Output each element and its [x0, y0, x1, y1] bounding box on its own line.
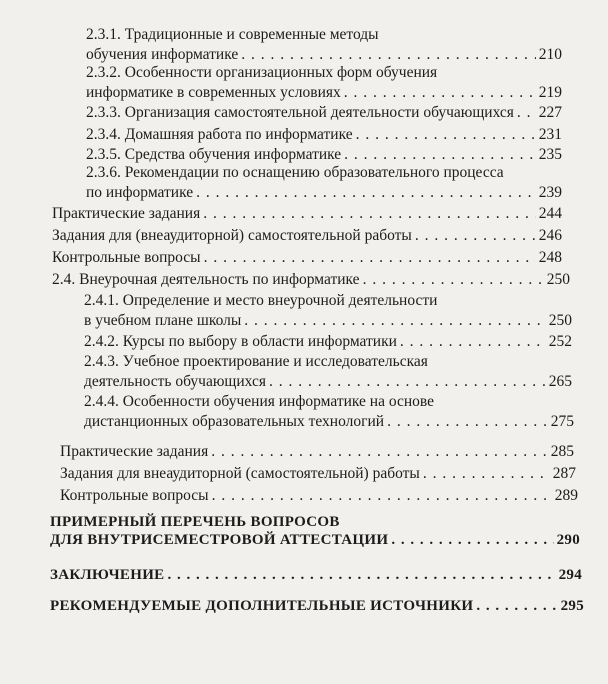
toc-page-number: 275 — [550, 413, 574, 430]
toc-page-number: 248 — [538, 249, 562, 266]
dot-leader — [363, 271, 544, 289]
toc-entry-title: ДЛЯ ВНУТРИСЕМЕСТРОВОЙ АТТЕСТАЦИИ — [50, 532, 389, 548]
toc-entry-title: обучения информатике — [86, 46, 239, 63]
dot-leader — [244, 312, 545, 330]
dot-leader — [387, 413, 548, 431]
toc-entry-title-line: 2.3.6. Рекомендации по оснащению образовательного процесса — [86, 164, 504, 181]
toc-page-number: 210 — [538, 46, 562, 63]
toc-entry-title: 2.4. Внеурочная деятельность по информатике — [52, 271, 360, 288]
toc-page-number: 294 — [558, 567, 582, 583]
toc-entry-title: Задания для внеаудиторной (самостоятельной) работы — [60, 465, 420, 482]
toc-entry[interactable] — [60, 443, 574, 461]
toc-entry-title: дистанционных образовательных технологий — [84, 413, 385, 430]
toc-page-number: 285 — [550, 443, 574, 460]
toc-entry-title: по информатике — [86, 184, 194, 201]
toc-page-number: 239 — [538, 184, 562, 201]
dot-leader — [196, 184, 536, 202]
toc-page-number: 290 — [556, 532, 580, 548]
toc-entry[interactable] — [86, 104, 562, 122]
toc-entry-title: Контрольные вопросы — [52, 249, 201, 266]
toc-entry[interactable] — [86, 126, 562, 144]
dot-leader — [415, 227, 536, 245]
toc-entry[interactable] — [60, 487, 578, 505]
toc-entry-title: 2.4.2. Курсы по выбору в области информатики — [84, 333, 397, 350]
toc-entry-title: информатике в современных условиях — [86, 84, 341, 101]
dot-leader — [211, 443, 548, 461]
toc-page-number: 289 — [554, 487, 578, 504]
toc-entry-title: 2.3.3. Организация самостоятельной деятельности обучающихся — [86, 104, 514, 121]
toc-entry-title-line: 2.4.1. Определение и место внеурочной деятельности — [84, 292, 438, 309]
toc-entry-title-line: 2.3.2. Особенности организационных форм обучения — [86, 64, 438, 81]
toc-page-number: 250 — [548, 312, 572, 329]
toc-entry[interactable] — [84, 333, 572, 351]
toc-entry-title: Практические задания — [60, 443, 209, 460]
toc-page-number: 231 — [538, 126, 562, 143]
dot-leader — [400, 333, 546, 351]
toc-page-number: 295 — [560, 598, 584, 614]
toc-entry-title: 2.3.5. Средства обучения информатике — [86, 146, 342, 163]
toc-entry[interactable] — [84, 413, 574, 431]
toc-entry[interactable] — [50, 532, 580, 549]
toc-entry-title: в учебном плане школы — [84, 312, 242, 329]
toc-page-number: 265 — [548, 373, 572, 390]
toc-entry[interactable] — [52, 227, 562, 245]
dot-leader — [476, 598, 557, 615]
toc-entry[interactable] — [84, 373, 572, 391]
dot-leader — [167, 567, 555, 584]
toc-entry[interactable] — [52, 205, 562, 223]
toc-entry-title: РЕКОМЕНДУЕМЫЕ ДОПОЛНИТЕЛЬНЫЕ ИСТОЧНИКИ — [50, 598, 474, 614]
toc-page-number: 287 — [552, 465, 576, 482]
dot-leader — [203, 205, 536, 223]
toc-entry[interactable] — [86, 146, 562, 164]
toc-page-number: 250 — [546, 271, 570, 288]
toc-entry-title-line: 2.4.4. Особенности обучения информатике на основе — [84, 393, 435, 410]
dot-leader — [517, 104, 536, 122]
toc-page-number: 246 — [538, 227, 562, 244]
toc-entry[interactable] — [84, 312, 572, 330]
toc-entry[interactable] — [86, 184, 562, 202]
dot-leader — [344, 84, 536, 102]
toc-entry-title: Задания для (внеаудиторной) самостоятельной работы — [52, 227, 412, 244]
dot-leader — [269, 373, 546, 391]
toc-entry[interactable] — [86, 84, 562, 102]
toc-page-number: 244 — [538, 205, 562, 222]
toc-entry-title: 2.3.4. Домашняя работа по информатике — [86, 126, 353, 143]
dot-leader — [212, 487, 552, 505]
toc-entry-title-line: 2.4.3. Учебное проектирование и исследовательская — [84, 353, 428, 370]
dot-leader — [423, 465, 550, 483]
toc-entry-title: ЗАКЛЮЧЕНИЕ — [50, 567, 165, 583]
toc-page-number: 235 — [538, 146, 562, 163]
dot-leader — [356, 126, 536, 144]
toc-page-number: 252 — [548, 333, 572, 350]
toc-entry[interactable] — [60, 465, 576, 483]
toc-entry-title: деятельность обучающихся — [84, 373, 266, 390]
dot-leader — [241, 46, 536, 64]
toc-entry[interactable] — [86, 46, 562, 64]
toc-page-number: 219 — [538, 84, 562, 101]
toc-entry[interactable] — [50, 598, 584, 615]
toc-entry[interactable] — [52, 249, 562, 267]
toc-entry[interactable] — [52, 271, 570, 289]
toc-entry-title: Практические задания — [52, 205, 201, 222]
dot-leader — [344, 146, 536, 164]
dot-leader — [391, 532, 553, 549]
toc-entry-title: Контрольные вопросы — [60, 487, 209, 504]
toc-entry[interactable] — [50, 567, 582, 584]
toc-page-number: 227 — [538, 104, 562, 121]
toc-entry-title-line: 2.3.1. Традиционные и современные методы — [86, 26, 379, 43]
dot-leader — [204, 249, 536, 267]
toc-entry-title-line: ПРИМЕРНЫЙ ПЕРЕЧЕНЬ ВОПРОСОВ — [50, 514, 340, 530]
